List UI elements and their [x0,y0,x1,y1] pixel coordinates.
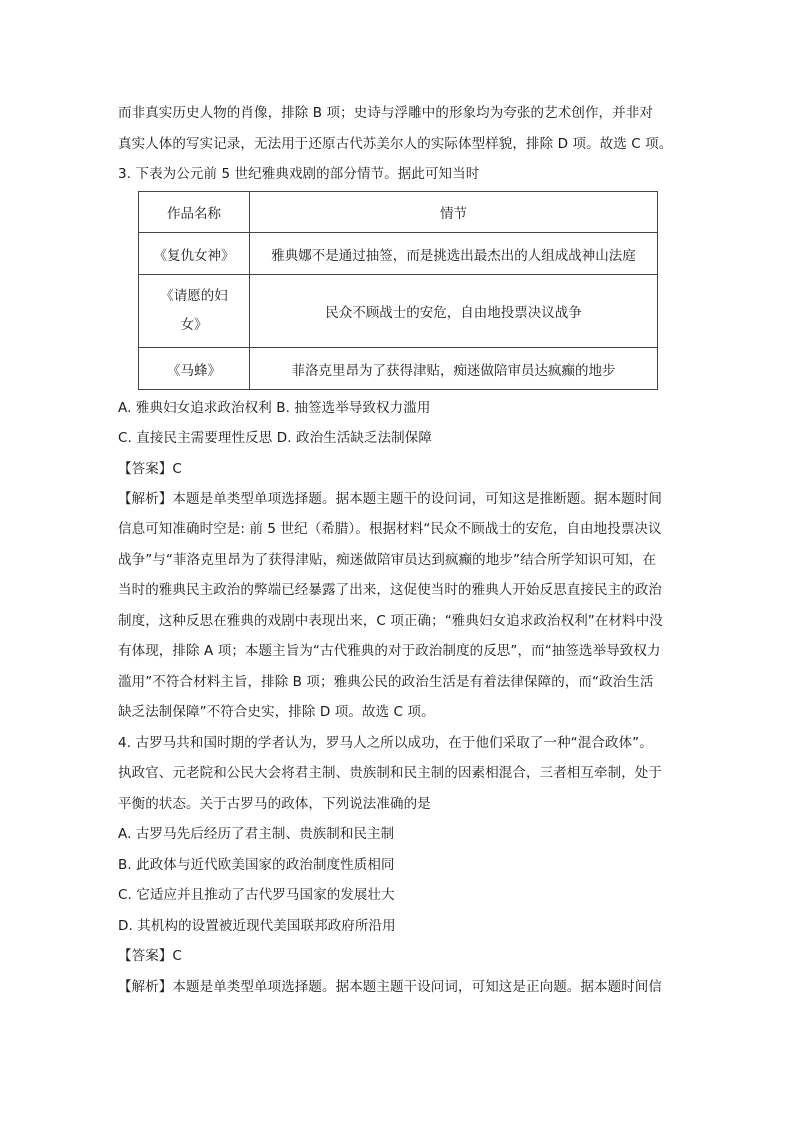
q4-stem-line: 平衡的状态。关于古罗马的政体，下列说法准确的是 [118,796,431,812]
q3-analysis-line: 缺乏法制保障”不符合史实，排除 D 项。故选 C 项。 [118,704,435,720]
q4-option-d: D. 其机构的设置被近现代美国联邦政府所沿用 [118,918,396,934]
header-work: 作品名称 [139,192,250,233]
q3-analysis-line: 有体现，排除 A 项；本题主旨为“古代雅典的对于政治制度的反思”，而“抽签选举导致权力 [118,643,661,659]
q3-option-cd: C. 直接民主需要理性反思 D. 政治生活缺乏法制保障 [118,430,432,446]
drama-table [138,191,658,390]
q3-analysis-line: 战争”与“菲洛克里昂为了获得津贴，痴迷做陪审员达到疯癫的地步”结合所学知识可知，在 [118,552,657,568]
q4-stem-line: 4. 古罗马共和国时期的学者认为，罗马人之所以成功，在于他们采取了一种“混合政体”。 [118,735,653,751]
q4-stem-line: 执政官、元老院和公民大会将君主制、贵族制和民主制的因素相混合，三者相互牵制，处于 [118,765,662,781]
q4-option-c: C. 它适应并且推动了古代罗马国家的发展壮大 [118,887,395,903]
table-row [139,233,658,275]
q3-option-ab: A. 雅典妇女追求政治权利 B. 抽签选举导致权力滥用 [118,400,431,416]
intro-line-2: 真实人体的写实记录，无法用于还原古代苏美尔人的实际体型样貌，排除 D 项。故选 C 项。 [118,136,673,152]
plot-cell: 民众不顾战士的安危，自由地投票决议战争 [250,275,658,348]
q4-analysis-line: 【解析】本题是单类型单项选择题。据本题主题干设问词，可知这是正向题。据本题时间信 [118,979,662,995]
intro-line-1: 而非真实历史人物的肖像，排除 B 项；史诗与浮雕中的形象均为夸张的艺术创作，并非对 [118,105,653,121]
q3-analysis-line: 滥用”不符合材料主旨，排除 B 项；雅典公民的政治生活是有着法律保障的，而“政治生活 [118,674,654,690]
table-row [139,348,658,390]
plot-cell: 菲洛克里昂为了获得津贴，痴迷做陪审员达疯癫的地步 [250,348,658,390]
work-cell: 《复仇女神》 [139,233,250,275]
q3-analysis-line: 当时的雅典民主政治的弊端已经暴露了出来，这促使当时的雅典人开始反思直接民主的政治 [118,582,662,598]
q4-option-a: A. 古罗马先后经历了君主制、贵族制和民主制 [118,826,395,842]
q3-answer: 【答案】C [118,461,182,477]
q3-analysis-line: 【解析】本题是单类型单项选择题。据本题主题干的设问词，可知这是推断题。据本题时间 [118,491,662,507]
work-cell-line-2: 女》 [180,317,208,333]
table-header-row [139,192,658,233]
header-plot: 情节 [250,192,658,233]
table-row [139,275,658,348]
q4-answer: 【答案】C [118,948,182,964]
work-cell: 《马蜂》 [139,348,250,390]
work-cell [139,275,250,348]
work-cell-line-1: 《请愿的妇 [160,288,228,304]
q4-option-b: B. 此政体与近代欧美国家的政治制度性质相同 [118,857,395,873]
q3-analysis-line: 信息可知准确时空是: 前 5 世纪（希腊）。根据材料“民众不顾战士的安危，自由地投票决议 [118,521,662,537]
q3-analysis-line: 制度，这种反思在雅典的戏剧中表现出来，C 项正确；“雅典妇女追求政治权利”在材料中没 [118,613,663,629]
plot-cell: 雅典娜不是通过抽签，而是挑选出最杰出的人组成战神山法庭 [250,233,658,275]
question-3-stem: 3. 下表为公元前 5 世纪雅典戏剧的部分情节。据此可知当时 [118,166,480,182]
